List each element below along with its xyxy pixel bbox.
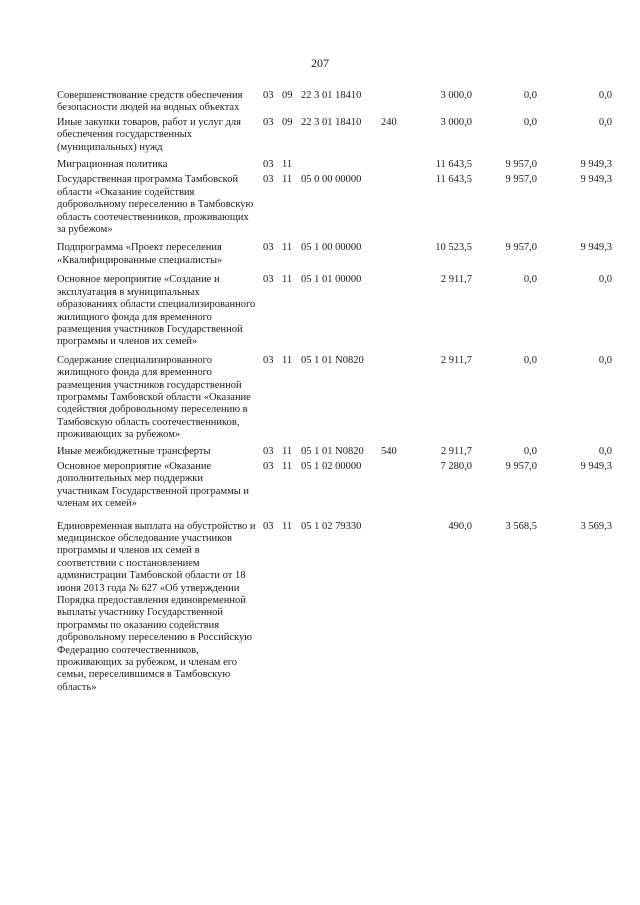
row-csr: 05 1 02 79330 [301, 520, 362, 532]
table-row [57, 446, 627, 458]
table-row [57, 174, 627, 236]
row-rz: 03 [263, 460, 274, 472]
row-value-3: 0,0 [598, 354, 612, 366]
table-row [57, 274, 627, 348]
table-row [57, 90, 627, 115]
row-csr: 05 1 00 00000 [301, 242, 362, 254]
row-name: Государственная программа Тамбовской области «Оказание содействия добровольному переселению в Тамбовскую область соотечественников, проживающих за рубежом» [57, 174, 254, 236]
row-value-3: 0,0 [598, 116, 612, 128]
row-rz: 03 [263, 159, 274, 171]
row-pr: 11 [282, 460, 293, 472]
row-name: Подпрограмма «Проект переселения «Квалифицированные специалисты» [57, 242, 223, 266]
row-rz: 03 [263, 354, 274, 366]
row-value-3: 9 949,3 [580, 242, 612, 254]
row-pr: 11 [282, 174, 293, 186]
row-pr: 11 [282, 520, 293, 532]
page-number: 207 [311, 56, 329, 70]
row-csr: 05 1 01 00000 [301, 274, 362, 286]
row-vr: 540 [381, 445, 397, 457]
row-value-1: 11 643,5 [435, 174, 472, 186]
row-rz: 03 [263, 242, 274, 254]
row-csr: 22 3 01 18410 [301, 116, 362, 128]
row-name: Содержание специализированного жилищного фонда для временного размещения участников государственной программы Тамбовской области «Оказание содействия добровольному переселению в Тамбовскую область соотечественников, проживающих за рубежом» [57, 354, 251, 441]
row-pr: 11 [282, 242, 293, 254]
row-csr: 05 1 02 00000 [301, 460, 362, 472]
row-value-1: 3 000,0 [440, 116, 472, 128]
row-value-3: 9 949,3 [580, 460, 612, 472]
row-value-2: 9 957,0 [505, 242, 537, 254]
row-value-1: 10 523,5 [435, 242, 472, 254]
row-pr: 11 [282, 159, 293, 171]
row-pr: 11 [282, 354, 293, 366]
row-value-3: 9 949,3 [580, 159, 612, 171]
row-rz: 03 [263, 90, 274, 101]
table-row [57, 242, 627, 267]
budget-table [57, 90, 627, 694]
row-rz: 03 [263, 116, 274, 128]
row-value-3: 9 949,3 [580, 174, 612, 186]
row-value-2: 0,0 [523, 90, 537, 101]
row-pr: 09 [282, 90, 293, 101]
row-name: Иные закупки товаров, работ и услуг для обеспечения государственных (муниципальных) нужд [57, 116, 241, 153]
row-rz: 03 [263, 520, 274, 532]
row-value-2: 0,0 [523, 445, 537, 457]
row-value-2: 0,0 [523, 116, 537, 128]
row-value-3: 0,0 [598, 90, 612, 101]
row-name: Иные межбюджетные трансферты [57, 445, 211, 457]
row-value-2: 0,0 [523, 274, 537, 286]
row-pr: 11 [282, 445, 293, 457]
row-value-1: 2 911,7 [440, 274, 472, 286]
row-value-2: 9 957,0 [505, 159, 537, 171]
row-value-1: 2 911,7 [440, 354, 472, 366]
row-value-1: 7 280,0 [440, 460, 472, 472]
table-row [57, 117, 627, 154]
row-csr: 05 1 01 N0820 [301, 445, 364, 457]
row-value-1: 2 911,7 [440, 445, 472, 457]
row-value-1: 11 643,5 [435, 159, 472, 171]
row-name: Миграционная политика [57, 159, 168, 171]
row-value-2: 9 957,0 [505, 174, 537, 186]
row-name: Основное мероприятие «Оказание дополнительных мер поддержки участникам Государственной программы и членам их семей» [57, 460, 250, 510]
row-pr: 09 [282, 116, 293, 128]
row-value-1: 490,0 [448, 520, 472, 532]
row-csr: 05 0 00 00000 [301, 174, 362, 186]
row-name: Единовременная выплата на обустройство и медицинское обследование участников программы и членов их семей в соответствии с постановлением администрации Тамбовской области от 18 июня 2013 года № 627 «Об утверждении Порядка предоставления единовременной выплаты участнику Государственной программы по оказанию содействия добровольному переселению в Российскую Федерацию соотечественников, проживающих за рубежом, и членам его семьи, переселившимся в Тамбовскую область» [57, 520, 256, 693]
row-vr: 240 [381, 116, 397, 128]
row-value-1: 3 000,0 [440, 90, 472, 101]
table-row [57, 355, 627, 442]
row-value-3: 3 569,3 [580, 520, 612, 532]
row-rz: 03 [263, 174, 274, 186]
row-rz: 03 [263, 274, 274, 286]
row-csr: 05 1 01 N0820 [301, 354, 364, 366]
row-name: Совершенствование средств обеспечения безопасности людей на водных объектах [57, 90, 243, 114]
row-value-2: 0,0 [523, 354, 537, 366]
table-row [57, 461, 627, 511]
row-name: Основное мероприятие «Создание и эксплуатация в муниципальных образованиях области специализированного жилищного фонда для временного размещения участников Государственной программы и членов их семей» [57, 274, 256, 348]
row-value-3: 0,0 [598, 274, 612, 286]
row-value-3: 0,0 [598, 445, 612, 457]
row-rz: 03 [263, 445, 274, 457]
row-value-2: 3 568,5 [505, 520, 537, 532]
table-row [57, 159, 627, 171]
table-row [57, 521, 627, 695]
row-csr: 22 3 01 18410 [301, 90, 362, 101]
row-value-2: 9 957,0 [505, 460, 537, 472]
row-pr: 11 [282, 274, 293, 286]
